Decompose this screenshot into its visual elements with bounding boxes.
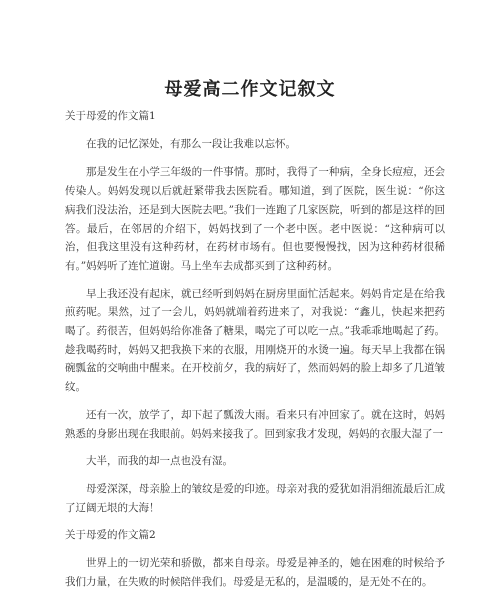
paragraph: 早上我还没有起床，就已经听到妈妈在厨房里面忙活起来。妈妈肯定是在给我煎药呢。果然，过了一会儿，妈妈就端着药进来了，对我说：“鑫儿，快起来把药喝了。药很苦，但妈妈给你准备了糖果，喝完了可以吃一点。”我乖乖地喝起了药。趁我喝药时，妈妈又把我换下来的衣服，用刚烧开的水烫一遍。每天早上我都在锅碗瓢盆的交响曲中醒来。在开校前夕，我的病好了，然而妈妈的脸上却多了几道皱纹。 <box>65 287 445 394</box>
paragraph: 世界上的一切光荣和骄傲，都来自母亲。母爱是神圣的，她在困难的时候给予我们力量，在失败的时候陪伴我们。母爱是无私的，是温暖的，是无处不在的。 <box>65 557 445 588</box>
paragraph: 还有一次，放学了，却下起了瓢泼大雨。看来只有冲回家了。就在这时，妈妈熟悉的身影出现在我眼前。妈妈来接我了。回到家我才发现，妈妈的衣服大湿了一 <box>65 408 445 440</box>
page-title: 母爱高二作文记叙文 <box>164 79 336 100</box>
section-heading: 关于母爱的作文篇1 <box>65 110 156 122</box>
section-heading: 关于母爱的作文篇2 <box>65 529 156 542</box>
paragraph: 大半，而我的却一点也没有湿。 <box>86 455 233 468</box>
article-body <box>65 107 445 600</box>
paragraph: 在我的记忆深处，有那么一段让我难以忘怀。 <box>86 137 296 150</box>
paragraph: 那是发生在小学三年级的一件事情。那时，我得了一种病，全身长痘痘，还会传染人。妈妈发现以后就赶紧带我去医院看。哪知道，到了医院，医生说：“你这病我们没法治，还是到大医院去吧。”我们一连跑了几家医院，听到的都是这样的回答。最后，在邻居的介绍下，妈妈找到了一个老中医。老中医说：“这种病可以治，但我这里没有这种药材，在药材市场有。但也要慢慢找，因为这种药材很稀有。”妈妈听了连忙道谢。马上坐车去成都买到了这种药材。 <box>65 166 445 272</box>
paragraph: 母爱深深，母亲脸上的皱纹是爱的印迹。母亲对我的爱犹如涓涓细流最后汇成了辽阔无垠的大海！ <box>65 482 445 514</box>
